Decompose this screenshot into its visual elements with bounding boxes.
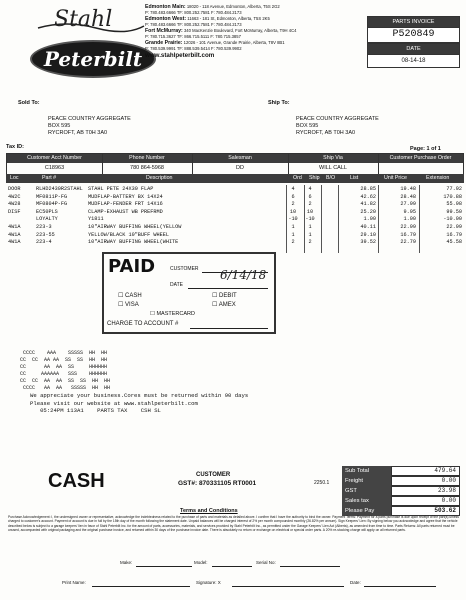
ship-to-address: PEACE COUNTRY AGGREGATE BOX 595 RYCROFT, AB T0H 3A0 [296,116,379,136]
stamp-option-amex: ☐ AMEX [212,302,236,308]
cell-unit: 27.99 [400,201,416,208]
cell-ship: 6 [308,193,312,200]
cell-ext: -10.00 [443,216,462,223]
table-row [8,186,464,193]
paid-stamp [102,252,276,334]
cell-unit: 16.79 [400,231,416,238]
cell-part: RLHD2430R2STAHL [36,186,83,192]
ship-via: WILL CALL [319,165,347,171]
location-fort-mcmurray: Fort McMurray: 340 MacKenzie Boulevard, Fort McMurray, Alberta, T9H 4C4 P: 780.715.3627 TF: 866.715.5111 F: 780.715.3857 [145,28,297,39]
cell-list: 42.62 [360,193,376,200]
table-row [8,239,464,246]
purchase-order [378,164,463,172]
cash-label: CASH [48,470,105,492]
phone-number: 780 864-5968 [130,165,164,171]
cell-desc: STAHL PETE 24X30 FLAP [88,186,154,192]
cell-unit: 22.79 [400,239,416,246]
cell-ship: 1 [308,231,312,238]
sold-to-label: Sold To: [18,100,40,106]
cell-unit: 19.48 [400,186,416,192]
table-row [8,232,464,239]
cell-ord: 1 [291,224,295,230]
table-row [8,194,464,201]
cell-part: EC50PLS [36,208,58,215]
table-row [8,216,464,223]
cell-ship: 2 [308,239,312,246]
signature-line[interactable] [232,586,344,587]
cell-loc: 4W1A [8,224,21,230]
items-header-labels [6,174,464,183]
hdr-part: Part # [42,175,57,181]
cell-loc: DOOR [8,186,21,192]
cell-desc: YELLOW/BLACK 10"BUFF WHEEL [88,231,169,238]
logo-script-text: Stahl [54,7,113,32]
cell-ext: 16.79 [446,231,462,238]
invoice-date: 08-14-18 [367,55,460,68]
cell-part: MF0811P-FG [36,193,68,200]
stamp-handwritten-date: 6/14/18 [220,268,267,282]
cell-part: LOYALTY [36,216,58,223]
cell-list: 39.52 [360,239,376,246]
location-edmonton-west: Edmonton West: 11663 - 181 St, Edmonton, Alberta, T5S 2K5 P: 780.483.6666 TF: 800.252.7581 F: 780.484.2173 [145,16,270,27]
cell-ord: 4 [291,186,295,192]
cell-ext: 55.98 [446,201,462,208]
hdr-ord: Ord [293,175,302,181]
cell-ord: -10 [288,216,298,223]
cell-list: 28.85 [360,186,376,192]
cell-ord: 6 [291,193,295,200]
print-name-line[interactable] [92,586,190,587]
tax-id-label: Tax ID: [6,144,24,150]
hdr-loc: Loc [10,175,19,181]
cell-ord: 10 [289,208,297,215]
cell-part: 223-4 [36,239,52,246]
sold-to-address: PEACE COUNTRY AGGREGATE BOX 595 RYCROFT, AB T0H 3A0 [48,116,131,136]
cell-part: 223-55 [36,231,55,238]
col-po-header: Customer Purchase Order [389,155,452,161]
cell-part: 223-3 [36,224,52,230]
ascii-cash-logo: CCCC AAA SSSSS HH HH CC CC AA AA SS SS HH HH CC AA AA SS HHHHHH CC AAAAAA SSS HHHHHH CC CC AA AA SS SS HH HH CCCC AA AA SSSSS HH HH [20,350,111,391]
invoice-box [367,16,460,68]
cell-ord: 2 [291,201,295,208]
cell-list: 25.20 [360,208,376,215]
cell-desc: Y1811 [88,216,104,223]
total-row-sales-tax: Sales tax 0.00 [342,496,462,506]
print-name-label: Print Name: [62,580,86,585]
stamp-customer-label: CUSTOMER [170,266,199,272]
cell-ship: 10 [306,208,314,215]
model-line[interactable] [212,566,252,567]
location-grande-prairie: Grande Prairie: 12026 - 101 Avenue, Grande Prairie, Alberta, T8V 8B1 P: 780.539.9991 TF: 888.539.5414 F: 780.539.9902 [145,40,285,51]
footer-message: We appreciate your business.Cores must be returned within 90 days Please visit our website at www.stahlpeterbilt.com 05:24PM 113A1 PARTS TAX CSH SL [30,392,249,414]
cell-unit: 22.99 [400,224,416,230]
cell-part: MF0804P-FG [36,201,68,208]
col-shipvia-header: Ship Via [323,155,343,161]
gst-number: GST#: 870331105 RT0001 [178,480,257,487]
stamp-date-label: DATE [170,282,183,288]
cell-ship: 4 [308,186,312,192]
hdr-desc: Description [146,175,173,181]
invoice-number: P520849 [367,28,460,43]
page-label: Page: 1 of 1 [410,146,441,152]
hdr-ext: Extension [426,175,450,181]
make-line[interactable] [136,566,192,567]
table-row [8,201,464,208]
make-label: Make: [120,560,133,565]
acct-number: C18963 [44,165,65,171]
cell-unit: 28.48 [400,193,416,200]
terms-text: Purchase Acknowledgement: I, the undersigned owner or representative, acknowledge the indebtedness related to the purchase of parts and materials as detailed above. I confirm that I have the authority to bind the owner. Payment Terms: Payment for a parts purchase is due upon receipt of the part(s) unless charged to customer's account. Payment of account is due in full by the 15th day of the month following the statement date. Unpaid balances will be charged interest of 2% per month compounded monthly (26.82% per annum). Sign Keepers' Lien: By signing below you acknowledge and agree that the vehicle described below is subject to a garage keepers' lien in favor of Stahl Peterbilt Inc. for the amount of parts, accessories, materials, and services provided by Stahl Peterbilt Inc., as permitted under the Garage Keepers' Lien Act (Alberta), as amended from time to time. Parts Returns: All parts returned must be unused, accompanied with original packaging and the original purchase invoice, and returned within 30 days of the purchase invoice date. There is absolutely no return or exchange on electrical or special order parts. A 20% re-stocking charge will apply on all returned parts. [8,515,459,532]
cell-loc: DISF [8,208,21,215]
cell-ship: 1 [308,224,312,230]
stamp-paid: PAID [108,256,156,277]
col-acct-header: Customer Acct Number [27,155,82,161]
hdr-list: List [350,175,359,181]
model-label: Model: [194,560,208,565]
account-grid [6,153,464,175]
cell-loc: 4W1A [8,239,21,246]
cell-desc: 10"AIRWAY BUFFING WHEEL(WHITE [88,239,179,246]
cell-desc: MUDFLAP-BATTERY BX 14X24 [88,193,163,200]
stamp-option-visa: ☐ VISA [118,302,139,308]
cell-ext: 99.50 [446,208,462,215]
cell-ship: 2 [308,201,312,208]
peterbilt-logo: Peterbilt [30,40,156,78]
total-row-gst: GST 23.98 [342,486,462,496]
cell-unit: 9.95 [403,208,416,215]
serial-line[interactable] [280,566,340,567]
stamp-charge-label: CHARGE TO ACCOUNT # [107,321,179,327]
col-salesman-header: Salesman [228,155,252,161]
total-row-please-pay: Please Pay 503.62 [342,506,462,516]
date-line[interactable] [364,586,436,587]
totals-block [342,466,462,516]
cell-ord: 1 [291,231,295,238]
copy-label: CUSTOMER [196,472,231,478]
hdr-unit: Unit Price [384,175,407,181]
cell-list: 29.10 [360,231,376,238]
date-label-bottom: Date: [350,580,361,585]
stamp-option-cash: ☐ CASH [118,293,142,299]
cell-list: 41.82 [360,201,376,208]
cell-loc: 4W1A [8,231,21,238]
serial-label: Serial No: [256,560,276,565]
table-row [8,209,464,216]
invoice-label: PARTS INVOICE [367,16,460,28]
cell-ext: 22.99 [446,224,462,230]
total-row-subtotal: Sub Total 479.64 [342,466,462,476]
cell-ext: 77.92 [446,186,462,192]
cell-loc: 4W2C [8,193,21,200]
table-row [8,224,464,231]
website-text: www.stahlpeterbilt.com [145,52,215,59]
cell-unit: 1.00 [403,216,416,223]
hdr-ship: Ship [309,175,320,181]
salesman: DD [236,165,244,171]
locations-block [145,4,370,59]
signature-label: Signature: X [196,580,221,585]
cell-desc: MUDFLAP-FENDER FRT 14X16 [88,201,163,208]
ship-to-label: Ship To: [268,100,290,106]
stahl-logo-script [36,6,146,36]
stamp-option-debit: ☐ DEBIT [212,293,237,299]
cell-desc: CLAMP-EXHAUST WB PREFRMD [88,208,163,215]
location-edmonton-main: Edmonton Main: 18020 - 118 Avenue, Edmonton, Alberta, T5S 2G2 P: 780.483.6666 TF: 800.252.7581 F: 780.484.2173 [145,4,280,15]
cell-ext: 170.88 [443,193,462,200]
cell-ord: 2 [291,239,295,246]
total-row-freight: Freight 0.00 [342,476,462,486]
hdr-bo: B/O [326,175,336,181]
date-label: DATE [367,43,460,55]
cell-ship: -10 [305,216,315,223]
cell-desc: 10"AIRWAY BUFFING WHEEL(YELLOW [88,224,182,230]
cell-list: 1.00 [363,216,376,223]
stamp-option-mastercard: ☐ MASTERCARD [150,311,195,317]
form-code: 2250.1 [314,480,330,486]
cell-loc: 4W28 [8,201,21,208]
cell-list: 40.11 [360,224,376,230]
cell-ext: 45.58 [446,239,462,246]
terms-title: Terms and Conditions [180,508,238,514]
col-phone-header: Phone Number [129,155,165,161]
